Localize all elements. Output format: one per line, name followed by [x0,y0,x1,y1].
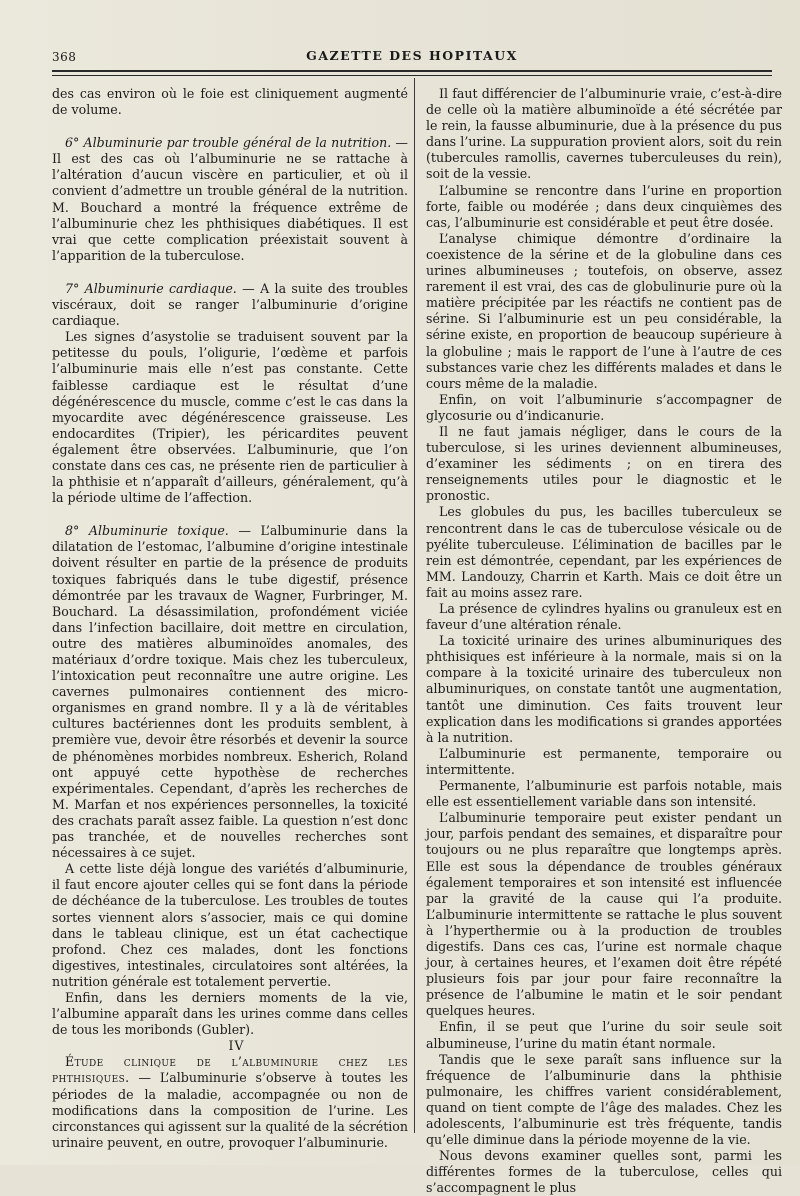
paragraph: Il ne faut jamais négliger, dans le cours de la tuberculose, si les urines deviennent albumineuses, d’examiner les sédiments ; on en tirera des renseignements utiles pour le diagnostic et le pronostic. [426,423,782,504]
paragraph: Enfin, on voit l’albuminurie s’accompagner de glycosurie ou d’indicanurie. [426,391,782,423]
paragraph [52,281,408,329]
paragraph-text: — L’albuminurie s’observe à toutes les périodes de la maladie, accompagnée ou non de modifications dans la composition de l’urine. Les circonstances qui agissent sur la qualité de la sécrétion urinaire peuvent, en outre, provoquer l’albuminurie. [52,1070,408,1150]
section-title: Étude clinique de l’albuminurie chez les phthisiques. [52,1054,408,1086]
paragraph-text: — L’albuminurie dans la dilatation de l’estomac, l’albumine d’origine intestinale doivent résulter en partie de la présence de produits toxiques fabriqués dans le tube digestif, présence démontrée par les travaux de Wagner, Furbringer, M. Bouchard. La désassimilation, profondément viciée dans l’infection bacillaire, doit mettre en circulation, outre des matières albuminoïdes anomales, des matériaux d’ordre toxique. Mais chez les tuberculeux, l’intoxication peut reconnaître une autre origine. Les cavernes pulmonaires contiennent des micro-organismes en grand nombre. Il y a là de véritables cultures bactériennes dont les produits semblent, à première vue, devoir être résorbés et devenir la source de phénomènes morbides nombreux. Esherich, Roland ont appuyé cette hypothèse de recherches expérimentales. Cependant, d’après les recherches de M. Marfan et nos expériences personnelles, la toxicité des crachats paraît assez faible. La question n’est donc pas tranchée, et de nouvelles recherches sont nécessaires à ce sujet. [52,523,408,861]
paragraph: La toxicité urinaire des urines albuminuriques des phthisiques est inférieure à la normale, mais si on la compare à la toxicité urinaire des tuberculeux non albuminuriques, on constate tantôt une augmentation, tantôt une diminution. Ces faits trouvent leur explication dans les modifications si grandes apportées à la nutrition. [426,633,782,745]
page-header [52,44,772,66]
paragraph: Les signes d’asystolie se traduisent souvent par la petitesse du pouls, l’oligurie, l’œdème et parfois l’albuminurie mais elle n’est pas constante. Cette faiblesse cardiaque est le résultat d’une dégénérescence du muscle, comme c’est le cas dans la myocardite avec dégénérescence graisseuse. Les endocardites (Tripier), les péricardites peuvent également être observées. L’albuminurie, que l’on constate dans ces cas, ne présente rien de particulier à la phthisie et n’apparaît d’ailleurs, généralement, qu’à la période ultime de l’affection. [52,329,408,506]
right-column [426,86,782,1196]
paragraph [52,135,408,264]
paragraph: L’albuminurie est permanente, temporaire ou intermittente. [426,745,782,777]
paragraph: La présence de cylindres hyalins ou granuleux est en faveur d’une altération rénale. [426,601,782,633]
paragraph: L’albumine se rencontre dans l’urine en proportion forte, faible ou modérée ; dans deux cinquièmes des cas, l’albuminurie est considérable et peut être dosée. [426,182,782,230]
paragraph-text: — A la suite des troubles viscéraux, doit se ranger l’albuminurie d’origine cardiaque. [52,280,408,329]
header-rule [52,70,772,76]
left-column [52,86,408,1151]
subsection-title: 6° Albuminurie par trouble général de la nutrition. [65,135,392,151]
page-number: 368 [52,50,77,64]
subsection-title: 7° Albuminurie cardiaque. [65,280,237,296]
subsection-title: 8° Albuminurie toxique. [65,523,229,539]
column-divider [414,78,415,1133]
paragraph: A cette liste déjà longue des variétés d’albuminurie, il faut encore ajouter celles qui se font dans la période de déchéance de la tuberculose. Les troubles de toutes sortes viennent alors s’associer, mais ce qui domine dans le tableau clinique, est un état cachectique profond. Chez ces malades, dont les fonctions digestives, intestinales, circulatoires sont altérées, la nutrition générale est totalement pervertie. [52,861,408,989]
paragraph: Enfin, il se peut que l’urine du soir seule soit albumineuse, l’urine du matin étant normale. [426,1019,782,1051]
paragraph: L’albuminurie temporaire peut exister pendant un jour, parfois pendant des semaines, et disparaître pour toujours ou ne plus reparaître que longtemps après. Elle est sous la dépendance de troubles généraux également temporaires et son intensité est influencée par la gravité de la cause qui l’a produite. L’albuminurie intermittente se rattache le plus souvent à l’hyperthermie ou à la production de troubles digestifs. Dans ces cas, l’urine est normale chaque jour, à certaines heures, et l’examen doit être répété plusieurs fois par jour pour faire reconnaître la présence de l’albumine le matin et le soir pendant quelques heures. [426,810,782,1019]
section-number: IV [228,1038,245,1054]
running-title: GAZETTE DES HOPITAUX [306,48,518,63]
paragraph [52,523,408,861]
paragraph [52,1054,408,1151]
paragraph: L’analyse chimique démontre d’ordinaire la coexistence de la sérine et de la globuline dans ces urines albumineuses ; toutefois, on observe, assez rarement il est vrai, des cas de globulinurie pure où la matière précipitée par les réactifs ne contient pas de sérine. Si l’albuminurie est un peu considérable, la sérine existe, en proportion de beaucoup supérieure à la globuline ; mais le rapport de l’une à l’autre de ces substances varie chez les différents malades et dans le cours même de la maladie. [426,230,782,391]
paragraph: des cas environ où le foie est cliniquement augmenté de volume. [52,86,408,118]
paragraph: Les globules du pus, les bacilles tuberculeux se rencontrent dans le cas de tuberculose vésicale ou de pyélite tuberculeuse. L’élimination de bacilles par le rein est démontrée, cependant, par les expériences de MM. Landouzy, Charrin et Karth. Mais ce doit être un fait au moins assez rare. [426,504,782,600]
paragraph: Enfin, dans les derniers moments de la vie, l’albumine apparaît dans les urines comme dans celles de tous les moribonds (Gubler). [52,989,408,1038]
paragraph: Nous devons examiner quelles sont, parmi les différentes formes de la tuberculose, celles qui s’accompagnent le plus [426,1148,782,1196]
paragraph: Permanente, l’albuminurie est parfois notable, mais elle est essentiellement variable dans son intensité. [426,778,782,810]
paragraph: Il faut différencier de l’albuminurie vraie, c’est-à-dire de celle où la matière albuminoïde a été sécrétée par le rein, la fausse albuminurie, due à la présence du pus dans l’urine. La suppuration provient alors, soit du rein (tubercules ramollis, cavernes tuberculeuses du rein), soit de la vessie. [426,86,782,182]
paragraph: Tandis que le sexe paraît sans influence sur la fréquence de l’albuminurie dans la phthisie pulmonaire, les chiffres varient considérablement, quand on tient compte de l’âge des malades. Chez les adolescents, l’albuminurie est très fréquente, tandis qu’elle diminue dans la période moyenne de la vie. [426,1051,782,1148]
paragraph-text: — Il est des cas où l’albuminurie ne se rattache à l’altération d’aucun viscère en particulier, et où il convient d’admettre un trouble général de la nutrition. M. Bouchard a montré la fréquence extrême de l’albuminurie chez les phthisiques diabétiques. Il est vrai que cette complication préexistait souvent à l’apparition de la tuberculose. [52,135,408,263]
